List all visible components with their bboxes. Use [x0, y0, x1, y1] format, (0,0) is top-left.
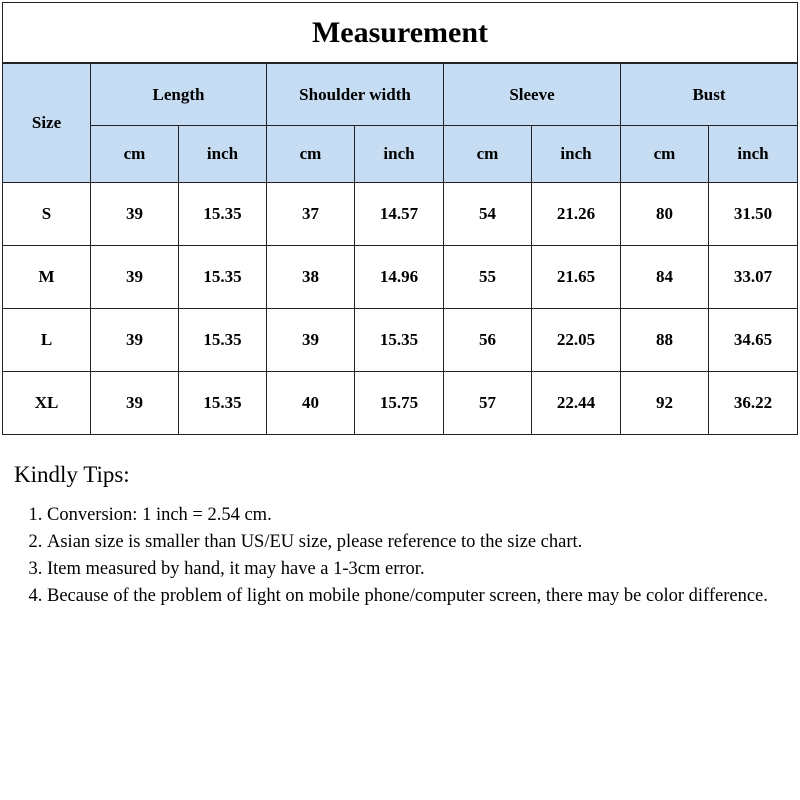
value-cell: 22.05 [532, 309, 621, 372]
value-cell: 34.65 [709, 309, 798, 372]
value-cell: 22.44 [532, 372, 621, 435]
size-cell: XL [3, 372, 91, 435]
measurement-table [2, 2, 798, 435]
table-row [3, 372, 798, 435]
value-cell: 33.07 [709, 246, 798, 309]
value-cell: 88 [621, 309, 709, 372]
table-row [3, 309, 798, 372]
value-cell: 92 [621, 372, 709, 435]
value-cell: 15.35 [179, 309, 267, 372]
kindly-tips [14, 462, 789, 610]
value-cell: 39 [91, 183, 179, 246]
tip-item: 3. Item measured by hand, it may have a 1-3cm error. [47, 556, 789, 583]
value-cell: 38 [267, 246, 355, 309]
group-header-length: Length [91, 63, 267, 126]
size-cell: L [3, 309, 91, 372]
value-cell: 80 [621, 183, 709, 246]
value-cell: 39 [91, 372, 179, 435]
value-cell: 37 [267, 183, 355, 246]
value-cell: 56 [444, 309, 532, 372]
group-header-sleeve: Sleeve [444, 63, 621, 126]
value-cell: 15.35 [179, 246, 267, 309]
unit-header: cm [444, 126, 532, 183]
unit-header: inch [355, 126, 444, 183]
group-header-bust: Bust [621, 63, 798, 126]
size-chart [2, 2, 797, 435]
unit-header: cm [91, 126, 179, 183]
value-cell: 15.35 [179, 372, 267, 435]
value-cell: 39 [91, 246, 179, 309]
value-cell: 84 [621, 246, 709, 309]
table-title: Measurement [3, 3, 798, 64]
unit-header: cm [267, 126, 355, 183]
tips-list [14, 502, 789, 610]
unit-header: inch [179, 126, 267, 183]
value-cell: 54 [444, 183, 532, 246]
value-cell: 36.22 [709, 372, 798, 435]
tip-item: 1. Conversion: 1 inch = 2.54 cm. [47, 502, 789, 529]
value-cell: 21.65 [532, 246, 621, 309]
unit-header: cm [621, 126, 709, 183]
unit-header: inch [532, 126, 621, 183]
size-cell: S [3, 183, 91, 246]
value-cell: 14.57 [355, 183, 444, 246]
value-cell: 39 [91, 309, 179, 372]
value-cell: 21.26 [532, 183, 621, 246]
unit-header: inch [709, 126, 798, 183]
group-header-shoulder-width: Shoulder width [267, 63, 444, 126]
tip-item: 2. Asian size is smaller than US/EU size, please reference to the size chart. [47, 529, 789, 556]
value-cell: 15.35 [179, 183, 267, 246]
value-cell: 55 [444, 246, 532, 309]
tips-title: Kindly Tips: [14, 462, 130, 487]
size-cell: M [3, 246, 91, 309]
value-cell: 14.96 [355, 246, 444, 309]
table-row [3, 183, 798, 246]
value-cell: 57 [444, 372, 532, 435]
value-cell: 39 [267, 309, 355, 372]
tip-item: 4. Because of the problem of light on mobile phone/computer screen, there may be color difference. [47, 583, 789, 610]
table-row [3, 246, 798, 309]
value-cell: 15.35 [355, 309, 444, 372]
size-header: Size [3, 63, 91, 183]
value-cell: 40 [267, 372, 355, 435]
value-cell: 15.75 [355, 372, 444, 435]
value-cell: 31.50 [709, 183, 798, 246]
